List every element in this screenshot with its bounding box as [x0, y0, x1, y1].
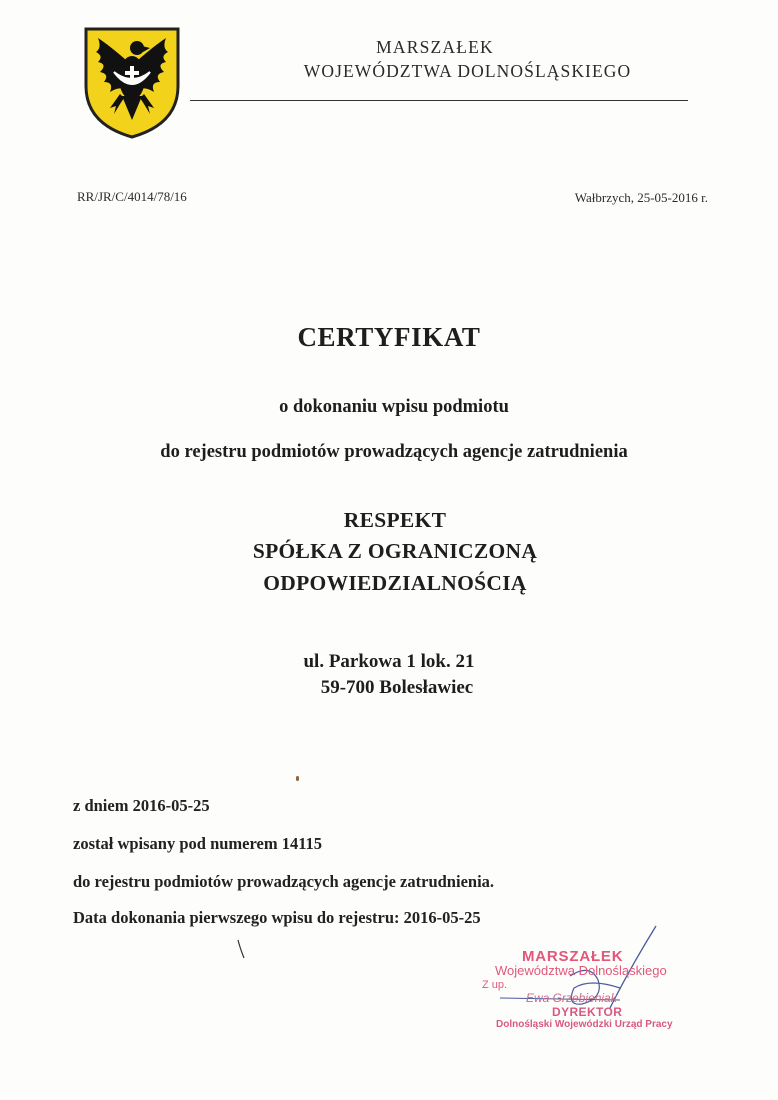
entry-number: został wpisany pod numerem 14115 [73, 834, 323, 853]
entry-register: do rejestru podmiotów prowadzących agencje zatrudnienia. [73, 872, 495, 891]
subtitle-line2: do rejestru podmiotów prowadzących agencje zatrudnienia [160, 442, 628, 462]
entry-date: z dniem 2016-05-25 [73, 796, 210, 815]
reference-number: RR/JR/C/4014/78/16 [77, 189, 187, 204]
paper-speck [296, 776, 299, 781]
stamp-line5: DYREKTOR [552, 1005, 623, 1019]
header-title-line1: MARSZAŁEK [376, 37, 494, 57]
first-entry-date: Data dokonania pierwszego wpisu do rejestru: 2016-05-25 [73, 908, 481, 927]
stamp-line4: Ewa Grzebieniak [526, 991, 617, 1005]
subtitle-line1: o dokonaniu wpisu podmiotu [279, 397, 509, 417]
stamp-line6: Dolnośląski Wojewódzki Urząd Pracy [496, 1019, 673, 1030]
place-and-date: Wałbrzych, 25-05-2016 r. [574, 190, 708, 205]
stamp-line3: Z up. [482, 979, 508, 991]
official-stamp [470, 918, 673, 1038]
document-title: CERTYFIKAT [297, 322, 481, 352]
company-name-line2: SPÓŁKA Z OGRANICZONĄ [252, 539, 538, 563]
company-name-line3: ODPOWIEDZIALNOŚCIĄ [263, 571, 527, 595]
header-divider [190, 100, 688, 101]
stamp-line1: MARSZAŁEK [522, 948, 624, 965]
address-city: 59-700 Bolesławiec [320, 677, 474, 698]
stamp-line2: Województwa Dolnośląskiego [495, 963, 667, 978]
address-street: ul. Parkowa 1 lok. 21 [303, 651, 475, 672]
header-title-line2: WOJEWÓDZTWA DOLNOŚLĄSKIEGO [303, 61, 632, 81]
pen-mark [236, 938, 248, 960]
coat-of-arms-logo [80, 24, 184, 140]
company-name-line1: RESPEKT [343, 508, 447, 532]
